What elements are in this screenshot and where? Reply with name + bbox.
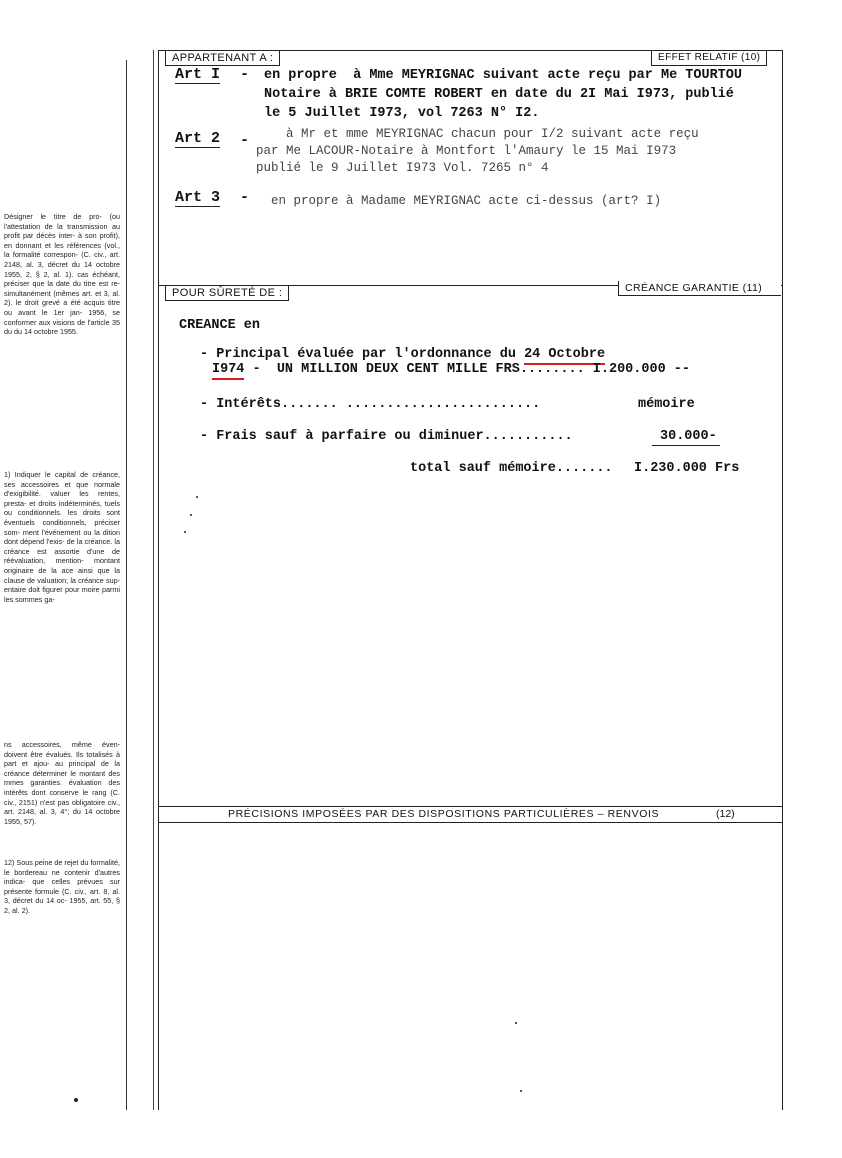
precisions-number: (12) <box>716 808 735 820</box>
article-1-dash: - <box>240 66 250 83</box>
scan-speck <box>196 496 198 498</box>
frais-value: 30.000- <box>660 429 717 444</box>
scan-speck <box>515 1022 517 1024</box>
principal-line-2 <box>212 362 690 377</box>
effet-relatif-label: EFFET RELATIF (10) <box>651 50 767 66</box>
article-1-label: Art I <box>175 66 221 83</box>
frais-underline <box>652 445 720 446</box>
margin-note-rejet: 12) Sous peine de rejet du formalité, le bordereau ne contenir d'autres indica- que celles prévues sur présente formule (C. civ., art. 8, al. 3, décret du 14 oc- 1955, art. 55, § 2, al. 2). <box>4 858 120 915</box>
appartenant-label: APPARTENANT A : <box>165 51 280 66</box>
pour-surete-label: POUR SÛRETÉ DE : <box>165 286 289 301</box>
scan-speck <box>184 531 186 533</box>
principal-end-dash: -- <box>665 362 690 377</box>
scan-speck <box>190 514 192 516</box>
article-3-text: en propre à Madame MEYRIGNAC acte ci-dessus (art? I) <box>256 194 662 208</box>
frais-dash: - <box>200 429 217 444</box>
interets-line <box>200 397 540 412</box>
interets-dots: ....... ........................ <box>281 397 541 412</box>
interets-label: Intérêts <box>216 397 282 412</box>
scan-speck <box>520 1090 522 1092</box>
frais-label: Frais sauf à parfaire ou diminuer <box>216 429 484 444</box>
margin-divider <box>126 60 127 1110</box>
margin-note-accessoires: ns accessoires, même éven- doivent être évalués. Ils totalisés à part et ajou- au principal de la créance déterminer le montant des mmes garanties. évaluation des intérêts dont conserve le rang (C. civ., 2151) n'est pas obligatoire civ., art. 2148, al. 3, 4°; du 14 octobre 1955, 57). <box>4 740 120 826</box>
article-2-label: Art 2 <box>175 130 221 147</box>
margin-notes <box>0 0 128 1158</box>
frais-dots: ........... <box>483 429 573 444</box>
article-3-label: Art 3 <box>175 189 221 206</box>
principal-date-day: 24 Octobre <box>524 347 605 365</box>
principal-dash: - <box>200 347 217 362</box>
section-rule-precisions-bottom <box>158 822 783 823</box>
article-2-text: à Mr et mme MEYRIGNAC chacun pour I/2 suivant acte reçu par Me LACOUR-Notaire à Montfort l'Amaury le 15 Mai I973 publié le 9 Juillet I973 Vol. 7265 n° 4 <box>256 127 699 175</box>
interets-dash: - <box>200 397 217 412</box>
creance-garantie-label: CRÉANCE GARANTIE (11) <box>618 281 781 296</box>
article-3-dash: - <box>240 189 250 206</box>
frais-line <box>200 429 573 444</box>
principal-amount: UN MILLION DEUX CENT MILLE FRS........ I.200.000 <box>268 362 666 377</box>
margin-note-titre: Désigner le titre de pro- (ou l'attestation de la transmission au profit par décès inter- à son profit), en donnant et les références (vol., la formalité correspon- (C. civ., art. 2148, al. 3, décret du 14 octobre 1955, 2, § 2, al. 1). cas échéant, préciser que la date du titre est re- simultanément (mêmes art. et 3, al. 2). le droit grevé a été acquis titre ou avant le 1er jan- 1956, se conformer aux visions de l'article 35 du du 14 octobre 1955. <box>4 212 120 337</box>
article-1-text: en propre à Mme MEYRIGNAC suivant acte reçu par Me TOURTOU Notaire à BRIE COMTE ROBERT en date du 2I Mai I973, publié le 5 Juillet I973, vol 7263 N° I2. <box>264 68 742 121</box>
interets-value: mémoire <box>638 397 695 412</box>
total-label: total sauf mémoire....... <box>410 461 613 476</box>
principal-dash-2: - <box>244 362 269 377</box>
creance-heading: CREANCE en <box>179 318 261 333</box>
principal-date-year: I974 <box>212 362 244 380</box>
precisions-label: PRÉCISIONS IMPOSÉES PAR DES DISPOSITIONS PARTICULIÈRES – RENVOIS <box>228 808 660 820</box>
principal-line <box>200 347 605 362</box>
principal-prefix: Principal évaluée par l'ordonnance du <box>216 347 525 362</box>
scan-speck <box>74 1098 78 1102</box>
article-2-dash: - <box>240 132 250 149</box>
total-value: I.230.000 Frs <box>634 461 740 476</box>
margin-note-creance: 1) Indiquer le capital de créance, ses accessoires et que normale d'exigibilité. valuer les rentes, presta- et droits indéterminés, tuels ou conditionnels. les droits sont éventuels conditionnels, préciser som- ment l'événement ou la dition dont dépend l'exis- de la créance. la créance est assortie d'une de réévaluation, mention- montant originaire de la ace ainsi que la clause de valuation; la créance sup- entaire doit figurer pour moire parmi les sommes ga- <box>4 470 120 604</box>
frame-outer-line <box>153 50 154 1110</box>
